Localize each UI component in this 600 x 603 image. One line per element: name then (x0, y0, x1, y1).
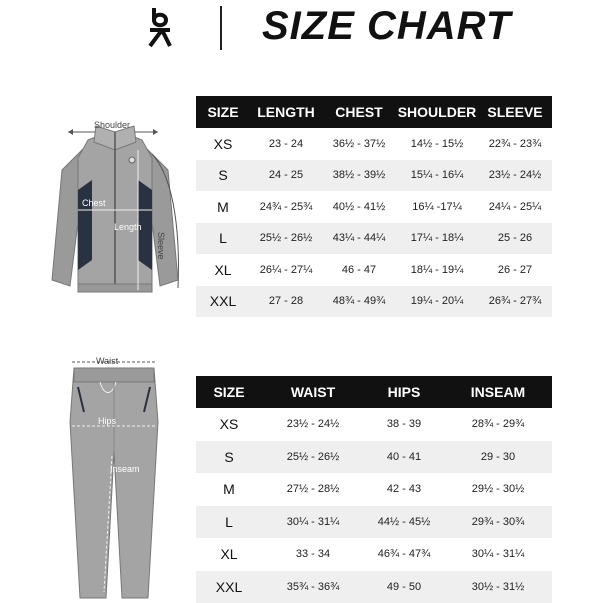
value-cell: 17¼ - 18¼ (396, 223, 478, 255)
value-cell: 29½ - 30½ (444, 473, 552, 506)
value-cell: 27 - 28 (250, 286, 322, 318)
value-cell: 44½ - 45½ (364, 506, 444, 539)
table-row (196, 128, 552, 160)
value-cell: 36½ - 37½ (322, 128, 396, 160)
value-cell: 16¼ -17¼ (396, 191, 478, 223)
size-cell: M (196, 191, 250, 223)
table-row (196, 191, 552, 223)
top-size-table (196, 96, 552, 317)
value-cell: 15¼ - 16¼ (396, 160, 478, 192)
chest-label: Chest (82, 198, 106, 208)
table-header-row (196, 376, 552, 408)
value-cell: 23½ - 24½ (262, 408, 364, 441)
table-row (196, 223, 552, 255)
jacket-illustration (40, 110, 190, 310)
inseam-label: Inseam (110, 464, 140, 474)
value-cell: 30¼ - 31¼ (444, 538, 552, 571)
value-cell: 18¼ - 19¼ (396, 254, 478, 286)
value-cell: 23 - 24 (250, 128, 322, 160)
table-row (196, 286, 552, 318)
table-row (196, 571, 552, 603)
value-cell: 26 - 27 (478, 254, 552, 286)
size-cell: M (196, 473, 262, 506)
value-cell: 35¾ - 36¾ (262, 571, 364, 603)
value-cell: 29 - 30 (444, 441, 552, 474)
column-header: SIZE (196, 376, 262, 408)
table-row (196, 160, 552, 192)
value-cell: 25 - 26 (478, 223, 552, 255)
bottom-size-table (196, 376, 552, 603)
shoulder-label: Shoulder (94, 120, 130, 130)
size-cell: XXL (196, 286, 250, 318)
size-cell: XS (196, 128, 250, 160)
table-row (196, 473, 552, 506)
column-header: CHEST (322, 96, 396, 128)
column-header: SHOULDER (396, 96, 478, 128)
column-header: HIPS (364, 376, 444, 408)
column-header: SIZE (196, 96, 250, 128)
value-cell: 27½ - 28½ (262, 473, 364, 506)
value-cell: 25½ - 26½ (262, 441, 364, 474)
value-cell: 43¼ - 44¼ (322, 223, 396, 255)
value-cell: 25½ - 26½ (250, 223, 322, 255)
table-row (196, 506, 552, 539)
table-row (196, 441, 552, 474)
value-cell: 46¾ - 47¾ (364, 538, 444, 571)
size-cell: XL (196, 254, 250, 286)
sleeve-label: Sleeve (156, 232, 166, 260)
value-cell: 23½ - 24½ (478, 160, 552, 192)
size-cell: L (196, 506, 262, 539)
value-cell: 38 - 39 (364, 408, 444, 441)
value-cell: 40½ - 41½ (322, 191, 396, 223)
value-cell: 46 - 47 (322, 254, 396, 286)
value-cell: 30½ - 31½ (444, 571, 552, 603)
table-row (196, 538, 552, 571)
value-cell: 33 - 34 (262, 538, 364, 571)
size-cell: XS (196, 408, 262, 441)
table-row (196, 254, 552, 286)
column-header: SLEEVE (478, 96, 552, 128)
value-cell: 24 - 25 (250, 160, 322, 192)
header-divider (220, 6, 222, 50)
table-header-row (196, 96, 552, 128)
size-cell: XL (196, 538, 262, 571)
size-cell: S (196, 441, 262, 474)
value-cell: 48¾ - 49¾ (322, 286, 396, 318)
value-cell: 40 - 41 (364, 441, 444, 474)
value-cell: 28¾ - 29¾ (444, 408, 552, 441)
value-cell: 49 - 50 (364, 571, 444, 603)
dk-logo-icon (140, 0, 180, 52)
column-header: LENGTH (250, 96, 322, 128)
table-row (196, 408, 552, 441)
size-cell: S (196, 160, 250, 192)
pants-illustration (60, 352, 170, 600)
value-cell: 42 - 43 (364, 473, 444, 506)
size-cell: XXL (196, 571, 262, 603)
value-cell: 19¼ - 20¼ (396, 286, 478, 318)
value-cell: 26¾ - 27¾ (478, 286, 552, 318)
value-cell: 22¾ - 23¾ (478, 128, 552, 160)
column-header: INSEAM (444, 376, 552, 408)
page-title: SIZE CHART (262, 4, 511, 49)
value-cell: 26¼ - 27¼ (250, 254, 322, 286)
value-cell: 24¼ - 25¼ (478, 191, 552, 223)
waist-label: Waist (96, 356, 118, 366)
value-cell: 38½ - 39½ (322, 160, 396, 192)
hips-label: Hips (98, 416, 116, 426)
value-cell: 24¾ - 25¾ (250, 191, 322, 223)
column-header: WAIST (262, 376, 364, 408)
length-label: Length (114, 222, 142, 232)
value-cell: 30¼ - 31¼ (262, 506, 364, 539)
value-cell: 29¾ - 30¾ (444, 506, 552, 539)
size-cell: L (196, 223, 250, 255)
value-cell: 14½ - 15½ (396, 128, 478, 160)
